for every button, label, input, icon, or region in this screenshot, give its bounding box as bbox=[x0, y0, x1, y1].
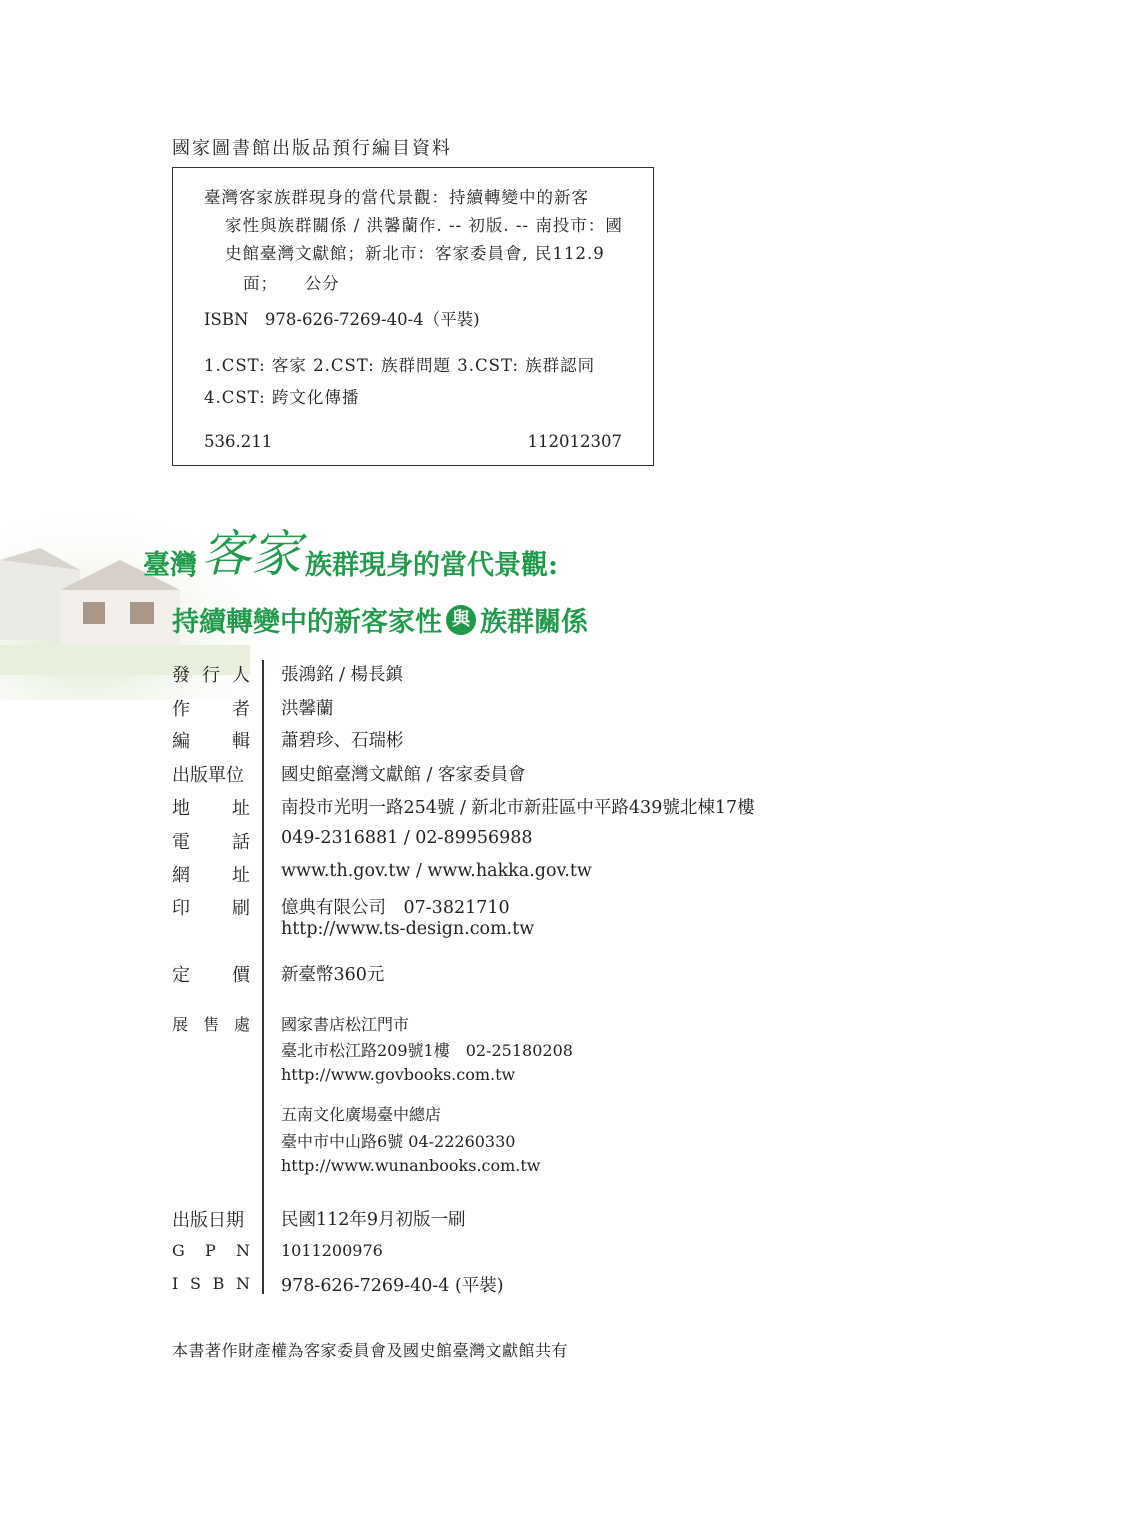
cip-title-line-3: 史館臺灣文獻館；新北市：客家委員會, 民112.9 bbox=[225, 244, 605, 263]
isbn-label: I S B N bbox=[172, 1274, 250, 1293]
publisher-label: 發 行 人 bbox=[172, 665, 250, 686]
cip-isbn: ISBN 978-626-7269-40-4（平裝) bbox=[204, 310, 480, 329]
price-value: 新臺幣360元 bbox=[281, 965, 385, 985]
cip-record-number: 112012307 bbox=[527, 432, 622, 451]
store1-address: 臺北市松江路209號1樓 02-25180208 bbox=[281, 1041, 573, 1060]
editor-value: 蕭碧珍、石瑞彬 bbox=[281, 731, 404, 751]
store1-url: http://www.govbooks.com.tw bbox=[281, 1065, 516, 1084]
date-label: 出版日期 bbox=[172, 1210, 244, 1231]
address-label: 地 址 bbox=[172, 798, 250, 819]
address-value: 南投市光明一路254號 / 新北市新莊區中平路439號北棟17樓 bbox=[281, 798, 755, 818]
print-label: 印 刷 bbox=[172, 898, 250, 919]
colophon-divider bbox=[262, 660, 264, 1294]
printer-url: http://www.ts-design.com.tw bbox=[281, 919, 535, 939]
cip-class-number: 536.211 bbox=[204, 432, 273, 451]
cip-title-line-2: 家性與族群關係 / 洪馨蘭作. -- 初版. -- 南投市：國 bbox=[225, 216, 623, 235]
editor-label: 編 輯 bbox=[172, 731, 250, 752]
book-title-line-1 bbox=[143, 526, 558, 582]
price-label: 定 價 bbox=[172, 965, 250, 986]
cip-box bbox=[172, 167, 654, 466]
author-label: 作 者 bbox=[172, 699, 250, 720]
title-yu-badge: 與 bbox=[446, 605, 476, 635]
cip-heading: 國家圖書館出版品預行編目資料 bbox=[172, 138, 452, 159]
web-value: www.th.gov.tw / www.hakka.gov.tw bbox=[281, 861, 592, 881]
gpn-label: G P N bbox=[172, 1241, 250, 1260]
title-calligraphy-hakka: 客家 bbox=[201, 525, 301, 583]
cip-subjects-2: 4.CST: 跨文化傳播 bbox=[204, 388, 360, 407]
cip-title-line-1: 臺灣客家族群現身的當代景觀：持續轉變中的新客 bbox=[204, 188, 589, 207]
gpn-value: 1011200976 bbox=[281, 1241, 383, 1260]
copyright-notice: 本書著作財產權為客家委員會及國史館臺灣文獻館共有 bbox=[172, 1341, 569, 1360]
book-title-line-2 bbox=[172, 600, 588, 639]
phone-label: 電 話 bbox=[172, 832, 250, 853]
cip-pages-line: 面； 公分 bbox=[243, 274, 340, 293]
title-part-2a: 持續轉變中的新客家性 bbox=[172, 607, 442, 638]
unit-label: 出版單位 bbox=[172, 765, 244, 786]
title-part-1b: 族群現身的當代景觀: bbox=[305, 550, 558, 581]
web-label: 網 址 bbox=[172, 865, 250, 886]
store2-name: 五南文化廣場臺中總店 bbox=[281, 1105, 442, 1124]
sales-label: 展 售 處 bbox=[172, 1015, 250, 1034]
store2-address: 臺中市中山路6號 04-22260330 bbox=[281, 1132, 516, 1151]
isbn-value: 978-626-7269-40-4 (平裝) bbox=[281, 1276, 504, 1296]
author-value: 洪馨蘭 bbox=[281, 699, 334, 719]
printer-value: 億典有限公司 07-3821710 bbox=[281, 898, 510, 918]
publisher-value: 張鴻銘 / 楊長鎮 bbox=[281, 665, 404, 685]
store1-name: 國家書店松江門市 bbox=[281, 1015, 410, 1034]
cip-subjects-1: 1.CST: 客家 2.CST: 族群問題 3.CST: 族群認同 bbox=[204, 356, 596, 375]
title-part-2b: 族群關係 bbox=[480, 607, 588, 638]
phone-value: 049-2316881 / 02-89956988 bbox=[281, 828, 533, 848]
store2-url: http://www.wunanbooks.com.tw bbox=[281, 1156, 541, 1175]
date-value: 民國112年9月初版一刷 bbox=[281, 1210, 466, 1230]
unit-value: 國史館臺灣文獻館 / 客家委員會 bbox=[281, 765, 526, 785]
title-part-1a: 臺灣 bbox=[143, 550, 197, 581]
